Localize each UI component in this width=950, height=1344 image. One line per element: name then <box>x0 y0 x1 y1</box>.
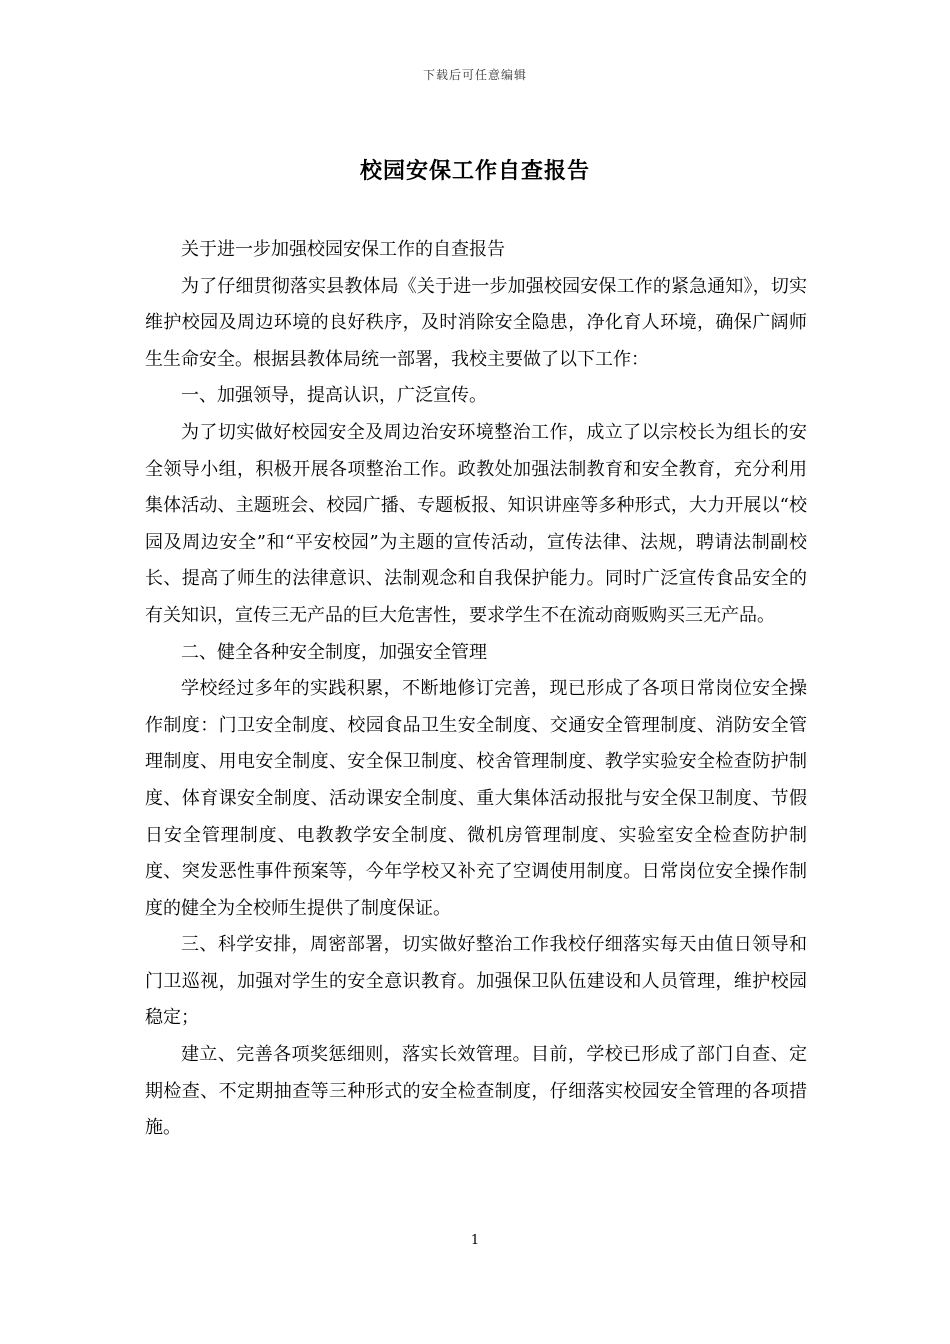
section-heading-1: 一、加强领导，提高认识，广泛宣传。 <box>181 385 487 407</box>
paragraph-section-2: 学校经过多年的实践积累，不断地修订完善，现已形成了各项日常岗位安全操作制度：门卫安全制度、校园食品卫生安全制度、交通安全管理制度、消防安全管理制度、用电安全制度、安全保卫制度、校舍管理制度、教学实验安全检查防护制度、体育课安全制度、活动课安全制度、重大集体活动报批与安全保卫制度、节假日安全管理制度、电教教学安全制度、微机房管理制度、实验室安全检查防护制度、突发恶性事件预案等，今年学校又补充了空调使用制度。日常岗位安全操作制度的健全为全校师生提供了制度保证。 <box>145 678 807 919</box>
document-title: 校园安保工作自查报告 <box>359 158 590 184</box>
section-heading-2: 二、健全各种安全制度，加强安全管理 <box>181 641 487 663</box>
paragraph-closing: 建立、完善各项奖惩细则，落实长效管理。目前，学校已形成了部门自查、定期检查、不定期抽查等三种形式的安全检查制度，仔细落实校园安全管理的各项措施。 <box>145 1044 807 1139</box>
paragraph-section-3: 三、科学安排，周密部署，切实做好整治工作我校仔细落实每天由值日领导和门卫巡视，加强对学生的安全意识教育。加强保卫队伍建设和人员管理，维护校园稳定； <box>145 934 807 1029</box>
page-header-note: 下载后可任意编辑 <box>422 68 527 82</box>
paragraph-subtitle: 关于进一步加强校园安保工作的自查报告 <box>181 239 505 260</box>
paragraph-section-1: 为了切实做好校园安全及周边治安环境整治工作，成立了以宗校长为组长的安全领导小组，积极开展各项整治工作。政教处加强法制教育和安全教育，充分利用集体活动、主题班会、校园广播、专题板报、知识讲座等多种形式，大力开展以“校园及周边安全”和“平安校园”为主题的宣传活动，宣传法律、法规，聘请法制副校长、提高了师生的法律意识、法制观念和自我保护能力。同时广泛宣传食品安全的有关知识，宣传三无产品的巨大危害性，要求学生不在流动商贩购买三无产品。 <box>145 421 807 626</box>
page-number: 1 <box>470 1233 480 1248</box>
document-body <box>145 232 807 1147</box>
paragraph-intro: 为了仔细贯彻落实县教体局《关于进一步加强校园安保工作的紧急通知》，切实维护校园及周边环境的良好秩序，及时消除安全隐患，净化育人环境，确保广阔师生生命安全。根据县教体局统一部署，我校主要做了以下工作： <box>145 275 807 370</box>
